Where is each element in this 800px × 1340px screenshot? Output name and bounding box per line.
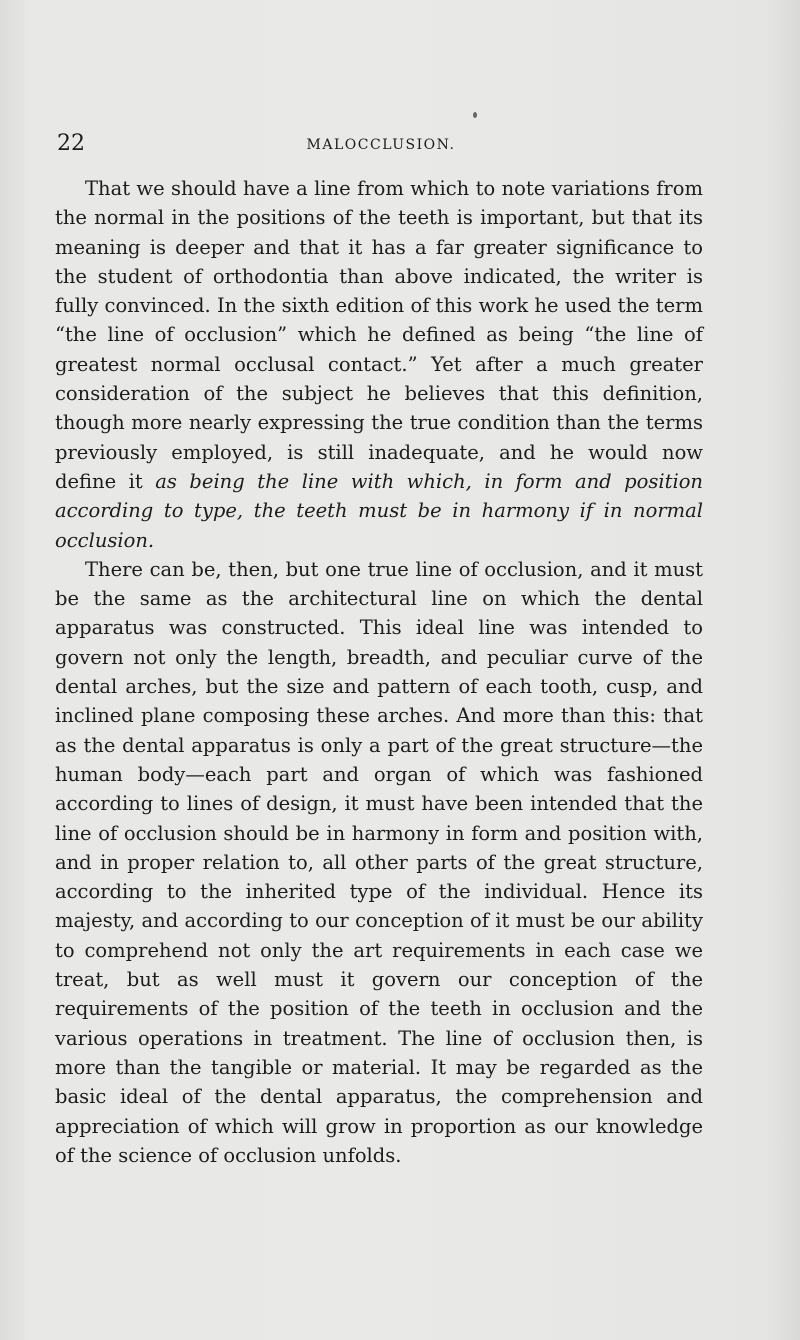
- page-header: [57, 128, 705, 160]
- paragraph-text: That we should have a line from which to note variations from the normal in the positions of the teeth is important, but that its meaning is deeper and that it has a far greater significance to the student of orthodontia than above indicated, the writer is fully convinced. In the sixth edition of this work he used the term “the line of occlusion” which he defined as being “the line of greatest normal occlusal contact.” Yet after a much greater consideration of the subject he believes that this definition, though more nearly expressing the true condition than the terms previously employed, is still inadequate, and he would now define it: [55, 177, 703, 493]
- page-number: 22: [57, 131, 85, 156]
- running-title: MALOCCLUSION.: [306, 137, 456, 153]
- paragraph: [55, 555, 703, 1170]
- paragraph-text: There can be, then, but one true line of occlusion, and it must be the same as the architectural line on which the dental apparatus was constructed. This ideal line was intended to govern not only the length, breadth, and peculiar curve of the dental arches, but the size and pattern of each tooth, cusp, and inclined plane composing these arches. And more than this: that as the dental apparatus is only a part of the great structure—the human body—each part and organ of which was fashioned according to lines of design, it must have been intended that the line of occlusion should be in harmony in form and position with, and in proper relation to, all other parts of the great structure, according to the inherited type of the individual. Hence its majesty, and according to our conception of it must be our ability to comprehend not only the art requirements in each case we treat, but as well must it govern our conception of the requirements of the position of the teeth in occlusion and the various operations in treatment. The line of occlusion then, is more than the tangible or material. It may be regarded as the basic ideal of the dental apparatus, the comprehension and appreciation of which will grow in proportion as our knowledge of the science of occlusion unfolds.: [55, 557, 703, 1167]
- body-text: [55, 174, 703, 1170]
- italic-definition: as being the line with which, in form and position according to type, the teeth must be in harmony if in normal occlusion.: [55, 469, 703, 552]
- paragraph: [55, 174, 703, 555]
- ink-speck: [473, 112, 477, 118]
